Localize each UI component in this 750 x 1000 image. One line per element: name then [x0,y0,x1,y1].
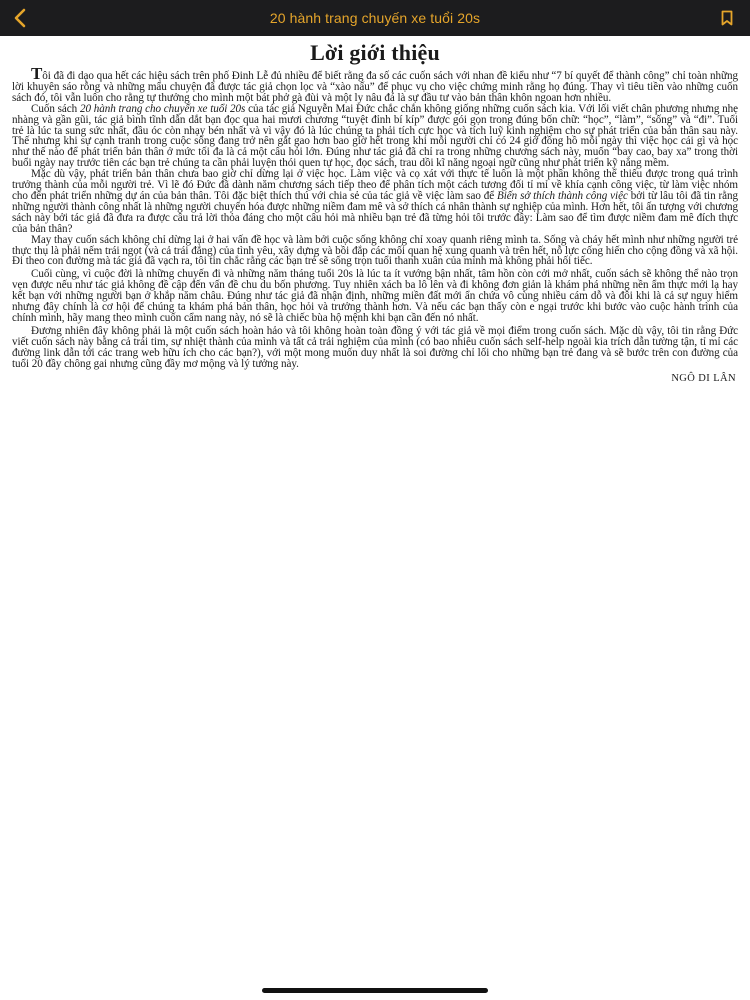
bookmark-button[interactable] [714,5,740,31]
paragraph-3-text-a: Mặc dù vậy, phát triển bản thân chưa bao giờ chỉ dừng lại ở việc học. Làm việc và cọ xát với thực tế luôn là một phần không thể thiếu được trong quá trình trưởng thành của mỗi người trẻ. Vì lẽ đó Đức đã dành năm chương sách tiếp theo để phân tích một cách tương đối tỉ mỉ về khía cạnh công việc, từ làm việc nhóm cho đến phát triển những dự án của bản thân. Tôi đặc biệt thích thú với chia sẻ của tác giả về việc làm sao để [12,168,738,202]
page-content[interactable] [12,38,738,384]
paragraph-1-text: ôi đã đi dạo qua hết các hiệu sách trên phố Đinh Lễ đủ nhiều để biết rằng đa số các cuốn sách với nhan đề kiểu như “7 bí quyết để thành công” chỉ toàn những lời khuyên sáo rỗng và những mẩu chuyện đã được tác giả chọn lọc và “xào nấu” để phục vụ cho việc chứng minh rằng họ đúng. Thay vì tiêu tiền vào những cuốn sách đó, tôi vẫn luôn cho rằng tự thưởng cho mình một bát phở gà đùi và một ly nâu đá là sự đầu tư vào bản thân khôn ngoan hơn nhiều. [12,70,738,104]
author-signature: NGÔ DI LÂN [671,373,736,385]
paragraph-2-text-b: của tác giả Nguyễn Mai Đức chắc chắn không giống những cuốn sách kia. Với lối viết chân phương nhưng nhẹ nhàng và gần gũi, tác giả bình tĩnh dẫn dắt bạn đọc qua hai mươi chương “tuyệt đỉnh bí kíp” được gói gọn trong đúng bốn chữ: “học”, “làm”, “sống” và “đi”. Tuổi trẻ là lúc ta sung sức nhất, đầu óc còn nhạy bén nhất và vì vậy đó là lúc chúng ta phải tích cực học và tích luỹ kinh nghiệm cho sự phát triển của bản thân sau này. Thế nhưng khi sự cạnh tranh trong cuộc sống đang trở nên gắt gao hơn bao giờ hết trong khi mỗi người chỉ có 24 giờ đồng hồ mỗi ngày thì việc học cái gì và học như thế nào để phát triển bản thân ở mức tối đa là cả một câu hỏi lớn. Đúng như tác giả đã chỉ ra trong những chương sách này, muốn “bay cao, bay xa” trong thời buổi ngày nay trước tiên các bạn trẻ chúng ta cần phải luyện thói quen tự học, đọc sách, trau dồi kĩ năng ngoại ngữ cũng như phát triển kỹ năng mềm. [12,102,738,170]
paragraph-2 [12,104,738,169]
paragraph-4: May thay cuốn sách không chỉ dừng lại ở hai vấn đề học và làm bởi cuộc sống không chỉ xoay quanh riêng mình ta. Sống và cháy hết mình như những người trẻ thực thụ là phải nếm trái ngọt (và cả trái đắng) của tình yêu, xây dựng và bồi đắp các mối quan hệ xung quanh và trên hết, nỗ lực cống hiến cho cộng đồng và xã hội. Đi theo con đường mà tác giả đã vạch ra, tôi tin chắc rằng các bạn trẻ sẽ sống trọn tuổi thanh xuân của mình mà không phải hối tiếc. [12,233,738,268]
emphasis-italic: Biến sở thích thành công việc [497,189,628,202]
home-indicator[interactable] [262,988,488,993]
back-button[interactable] [6,4,34,32]
book-title-italic: 20 hành trang cho chuyến xe tuổi 20s [79,102,246,115]
paragraph-6: Đương nhiên đây không phải là một cuốn sách hoàn hảo và tôi không hoàn toàn đồng ý với tác giả về mọi điểm trong cuốn sách. Mặc dù vậy, tôi tin rằng Đức viết cuốn sách này bằng cả trái tim, sự nhiệt thành của mình và tất cả trải nghiệm của mình (có bao nhiêu cuốn sách self-help ngoài kia trích dẫn tường tận, tỉ mỉ các đường link dẫn tới các trang web hữu ích cho các bạn?), với một mong muốn duy nhất là soi đường chỉ lối cho những bạn trẻ đang và sẽ bước trên con đường của tuổi 20 đầy chông gai nhưng cũng đầy mơ mộng và lý tưởng này. [12,324,738,370]
bookmark-icon [721,10,733,26]
paragraph-3 [12,169,738,234]
paragraph-3-text-b: bởi từ lâu tôi đã tin rằng những người thành công nhất là những người chuyển hóa được những niềm đam mê và sở thích cá nhân thành sự nghiệp của mình. Hơn hết, tôi ấn tượng với chương sách này bởi tác giả đã đưa ra được câu trả lời thỏa đáng cho một câu hỏi mà nhiều bạn trẻ đã từng hỏi tôi trước đây: Làm sao để tìm được niềm đam mê đích thực của bản thân? [12,189,738,235]
chevron-left-icon [13,8,27,28]
drop-cap: T [31,64,43,83]
book-title: 20 hành trang chuyến xe tuổi 20s [269,10,481,26]
paragraph-1 [12,64,738,104]
paragraph-5: Cuối cùng, vì cuộc đời là những chuyến đi và những năm tháng tuổi 20s là lúc ta ít vướng bận nhất, tâm hồn còn cởi mở nhất, cuốn sách sẽ không thể nào trọn vẹn được nếu như tác giả không đề cập đến vấn đề chu du bốn phương. Tuy nhiên xách ba lô lên và đi không đơn giản là khám phá những nền ẩm thực mới lạ hay kết bạn với những người bạn ở khắp năm châu. Đúng như tác giả đã nhận định, những miền đất mới ẩn chứa vô cùng nhiều cám dỗ và đôi khi là cả sự nguy hiểm nhưng đây chính là cơ hội để chúng ta khám phá bản thân, học hỏi và trưởng thành hơn. Và nếu các bạn thấy còn e ngại trước khi bước vào cuộc hành trình của chính mình, hãy mang theo mình cuốn cẩm nang này, nó sẽ là chiếc bùa hộ mệnh khi bạn cần đến nó nhất. [12,268,738,324]
chapter-heading: Lời giới thiệu [310,40,440,65]
paragraph-2-text-a: Cuốn sách [31,102,80,115]
reader-top-bar [0,0,750,36]
